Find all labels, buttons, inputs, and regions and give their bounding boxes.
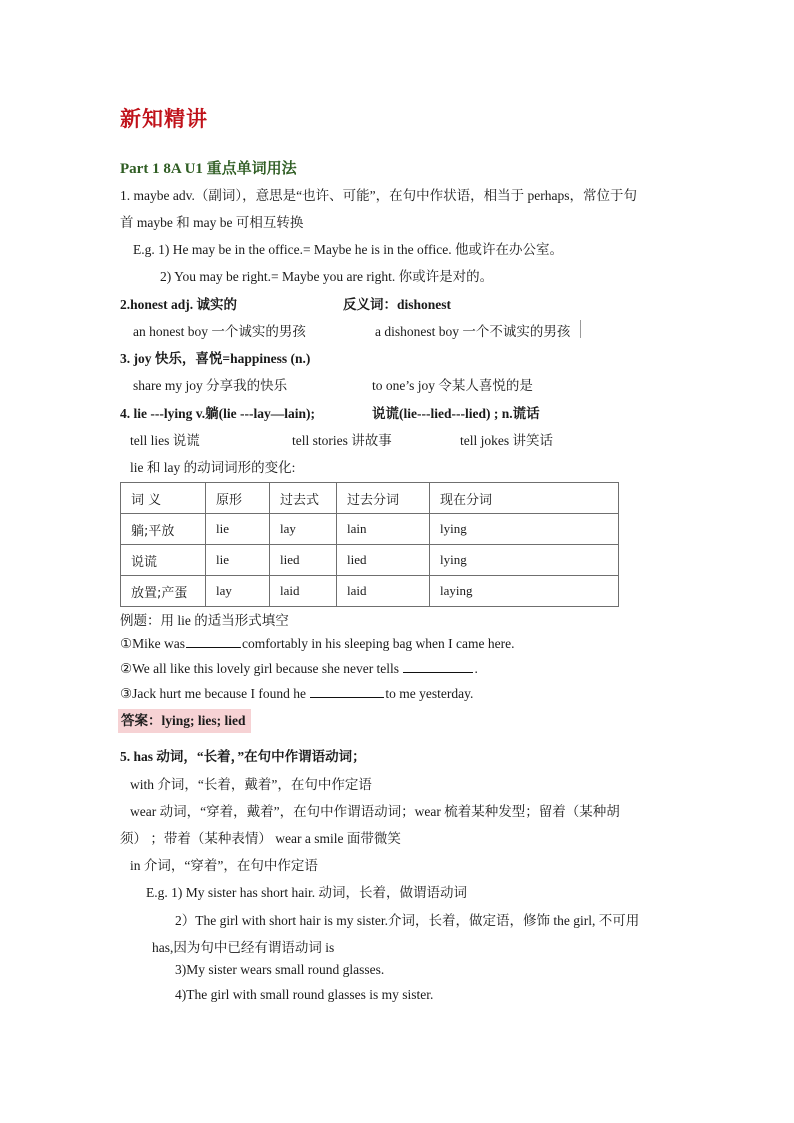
item4-example-stories: tell stories 讲故事 <box>292 433 392 448</box>
exercise-question-3 <box>120 685 473 702</box>
table-cell: laid <box>270 576 337 607</box>
item4-heading: 4. lie ---lying v.躺(lie ---lay—lain); <box>120 406 315 421</box>
item1-example1: E.g. 1) He may be in the office.= Maybe he is in the office. 他或许在办公室。 <box>133 242 564 257</box>
table-cell: lying <box>430 545 619 576</box>
question-2-start: ②We all like this lovely girl because she never tells <box>120 661 400 676</box>
item3-example-joy: to one’s joy 令某人喜悦的是 <box>372 378 533 393</box>
table-cell: lie <box>206 514 270 545</box>
item4-heading-lie-meaning: 说谎(lie---lied---lied) ; n.谎话 <box>372 406 540 421</box>
table-intro: lie 和 lay 的动词词形的变化: <box>130 460 296 475</box>
section-heading: 新知精讲 <box>120 107 208 131</box>
table-header-cell: 词 义 <box>121 483 206 514</box>
table-cell: lie <box>206 545 270 576</box>
item2-heading: 2.honest adj. 诚实的 <box>120 297 238 312</box>
table-row <box>121 576 619 607</box>
exercise-question-1 <box>120 635 515 652</box>
item5-with: with 介词，“长着，戴着”，在句中作定语 <box>130 777 372 792</box>
item5-wear-line2: 须） ；带着（某种表情） wear a smile 面带微笑 <box>120 831 401 846</box>
table-header-cell: 过去式 <box>270 483 337 514</box>
question-1-start: ①Mike was <box>120 636 185 651</box>
answer-blank[interactable] <box>186 635 241 648</box>
item5-example3: 3)My sister wears small round glasses. <box>175 962 385 977</box>
table-cell: 躺;平放 <box>121 514 206 545</box>
table-header-row <box>121 483 619 514</box>
table-cell: laid <box>337 576 430 607</box>
table-cell: lying <box>430 514 619 545</box>
item1-line2: 首 maybe 和 may be 可相互转换 <box>120 215 304 230</box>
item5-example4: 4)The girl with small round glasses is my sister. <box>175 987 434 1002</box>
question-1-end: comfortably in his sleeping bag when I came here. <box>241 636 515 651</box>
item5-example2-line1: 2）The girl with short hair is my sister.介词，长着，做定语，修饰 the girl, 不可用 <box>175 913 640 928</box>
item5-example2-line2: has,因为句中已经有谓语动词 is <box>152 940 335 955</box>
table-cell: lied <box>337 545 430 576</box>
item5-wear-line1: wear 动词，“穿着，戴着”，在句中作谓语动词；wear 梳着某种发型；留着（某种胡 <box>130 804 620 819</box>
item1-line1: 1. maybe adv.（副词），意思是“也许、可能”，在句中作状语，相当于 perhaps，常位于句 <box>120 188 637 203</box>
item1-example2: 2) You may be right.= Maybe you are right. 你或许是对的。 <box>160 269 494 284</box>
table-row <box>121 514 619 545</box>
answer-highlight: 答案：lying; lies; lied <box>118 709 251 733</box>
table-cell: lain <box>337 514 430 545</box>
item5-in: in 介词，“穿着”，在句中作定语 <box>130 858 318 873</box>
table-cell: lied <box>270 545 337 576</box>
text-cursor-mark <box>580 320 581 338</box>
item2-example-honest: an honest boy 一个诚实的男孩 <box>133 324 306 339</box>
table-cell: lay <box>270 514 337 545</box>
item3-example-share: share my joy 分享我的快乐 <box>133 378 288 393</box>
item3-heading: 3. joy 快乐，喜悦=happiness (n.) <box>120 351 311 366</box>
item5-example1: E.g. 1) My sister has short hair. 动词，长着，做谓语动词 <box>146 885 467 900</box>
table-header-cell: 过去分词 <box>337 483 430 514</box>
table-header-cell: 原形 <box>206 483 270 514</box>
exercise-question-2 <box>120 660 478 677</box>
exercise-title: 例题：用 lie 的适当形式填空 <box>120 613 289 628</box>
answer-blank[interactable] <box>403 660 473 673</box>
table-row <box>121 545 619 576</box>
question-2-end: . <box>474 661 478 676</box>
verb-forms-table <box>120 482 619 607</box>
part-title: Part 1 8A U1 重点单词用法 <box>120 161 297 177</box>
answer-blank[interactable] <box>310 685 384 698</box>
item2-antonym: 反义词：dishonest <box>343 297 452 312</box>
table-cell: laying <box>430 576 619 607</box>
question-3-start: ③Jack hurt me because I found he <box>120 686 307 701</box>
item2-example-dishonest: a dishonest boy 一个不诚实的男孩 <box>375 324 571 339</box>
table-header-cell: 现在分词 <box>430 483 619 514</box>
table-cell: lay <box>206 576 270 607</box>
question-3-end: to me yesterday. <box>385 686 474 701</box>
table-cell: 说谎 <box>121 545 206 576</box>
item4-example-lies: tell lies 说谎 <box>130 433 200 448</box>
item5-heading: 5. has 动词，“长着，”在句中作谓语动词； <box>120 749 366 764</box>
item4-example-jokes: tell jokes 讲笑话 <box>460 433 553 448</box>
table-cell: 放置;产蛋 <box>121 576 206 607</box>
